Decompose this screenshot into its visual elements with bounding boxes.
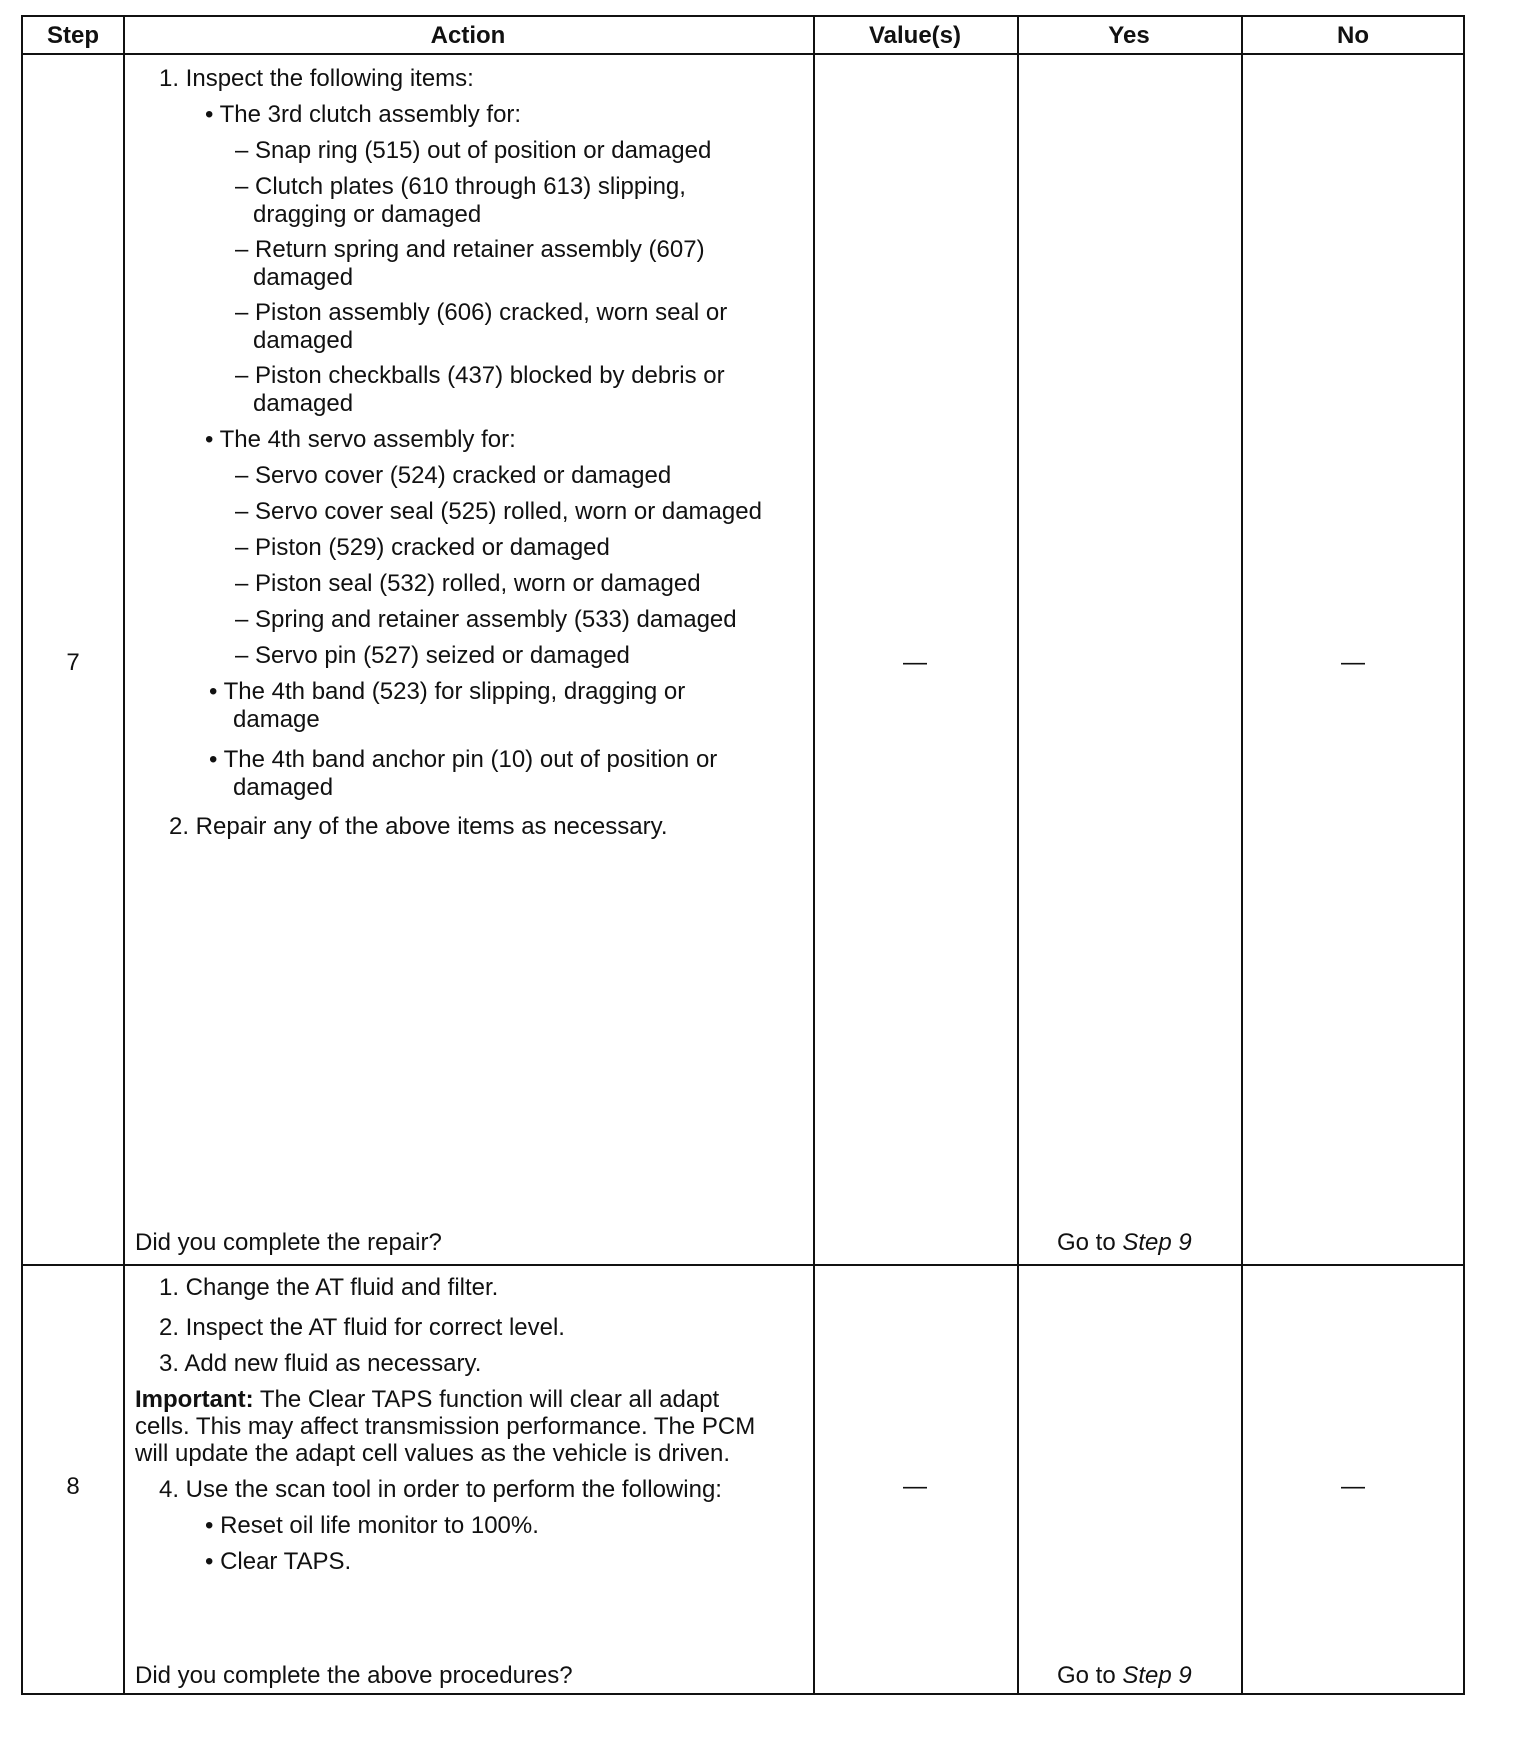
action-line: 1. Inspect the following items: bbox=[159, 65, 474, 92]
header-no: No bbox=[1337, 22, 1369, 49]
action-line: • The 3rd clutch assembly for: bbox=[205, 101, 522, 128]
action-line: 1. Change the AT fluid and filter. bbox=[159, 1274, 499, 1301]
action-line: • Clear TAPS. bbox=[205, 1548, 352, 1575]
action-line: – Spring and retainer assembly (533) damaged bbox=[235, 606, 737, 633]
action-line: damaged bbox=[253, 327, 354, 354]
action-line: damaged bbox=[233, 774, 334, 801]
action-line: – Return spring and retainer assembly (607) bbox=[235, 236, 705, 263]
action-line: 2. Repair any of the above items as necessary. bbox=[169, 813, 668, 840]
header-values: Value(s) bbox=[868, 22, 962, 49]
action-cell-step-8 bbox=[123, 1266, 813, 1696]
column-divider bbox=[813, 17, 815, 1693]
action-line: 4. Use the scan tool in order to perform the following: bbox=[159, 1476, 722, 1503]
action-line: will update the adapt cell values as the vehicle is driven. bbox=[135, 1440, 731, 1467]
action-line: – Piston seal (532) rolled, worn or damaged bbox=[235, 570, 701, 597]
column-divider bbox=[1241, 17, 1243, 1693]
question-text: Did you complete the repair? bbox=[135, 1229, 442, 1256]
column-divider bbox=[1017, 17, 1019, 1693]
important-text: The Clear TAPS function will clear all adapt bbox=[253, 1386, 720, 1413]
step-link[interactable]: Step 9 bbox=[1122, 1662, 1192, 1689]
step-number: 7 bbox=[66, 649, 80, 676]
action-line: dragging or damaged bbox=[253, 201, 482, 228]
action-line: damaged bbox=[253, 390, 354, 417]
action-line: • The 4th servo assembly for: bbox=[205, 426, 516, 453]
yes-prefix: Go to bbox=[1057, 1229, 1116, 1256]
step-number: 8 bbox=[66, 1473, 80, 1500]
yes-cell bbox=[1057, 1662, 1192, 1690]
action-line: – Piston (529) cracked or damaged bbox=[235, 534, 610, 561]
action-line: – Servo cover seal (525) rolled, worn or damaged bbox=[235, 498, 762, 525]
action-line: – Snap ring (515) out of position or damaged bbox=[235, 137, 712, 164]
values-cell: — bbox=[903, 649, 927, 676]
yes-prefix: Go to bbox=[1057, 1662, 1116, 1689]
action-line: • The 4th band anchor pin (10) out of position or bbox=[209, 746, 718, 773]
action-line: – Piston assembly (606) cracked, worn seal or bbox=[235, 299, 728, 326]
action-line: 2. Inspect the AT fluid for correct level. bbox=[159, 1314, 565, 1341]
action-line: – Clutch plates (610 through 613) slipping, bbox=[235, 173, 686, 200]
action-line: – Servo cover (524) cracked or damaged bbox=[235, 462, 672, 489]
action-line: damage bbox=[233, 706, 320, 733]
important-note bbox=[135, 1386, 719, 1414]
action-line: • Reset oil life monitor to 100%. bbox=[205, 1512, 539, 1539]
no-cell: — bbox=[1341, 649, 1365, 676]
action-line: • The 4th band (523) for slipping, dragging or bbox=[209, 678, 686, 705]
action-line: – Piston checkballs (437) blocked by debris or bbox=[235, 362, 725, 389]
header-action: Action bbox=[430, 22, 506, 49]
header-yes: Yes bbox=[1108, 22, 1150, 49]
diagnostic-table bbox=[21, 15, 1465, 1695]
values-cell: — bbox=[903, 1473, 927, 1500]
action-line: cells. This may affect transmission performance. The PCM bbox=[135, 1413, 756, 1440]
step-link[interactable]: Step 9 bbox=[1122, 1229, 1192, 1256]
important-label: Important: bbox=[135, 1386, 254, 1413]
action-line: damaged bbox=[253, 264, 354, 291]
action-line: – Servo pin (527) seized or damaged bbox=[235, 642, 630, 669]
yes-cell bbox=[1057, 1229, 1192, 1257]
header-step: Step bbox=[46, 22, 99, 49]
action-line: 3. Add new fluid as necessary. bbox=[159, 1350, 482, 1377]
question-text: Did you complete the above procedures? bbox=[135, 1662, 573, 1689]
action-cell-step-7 bbox=[123, 17, 813, 1264]
no-cell: — bbox=[1341, 1473, 1365, 1500]
